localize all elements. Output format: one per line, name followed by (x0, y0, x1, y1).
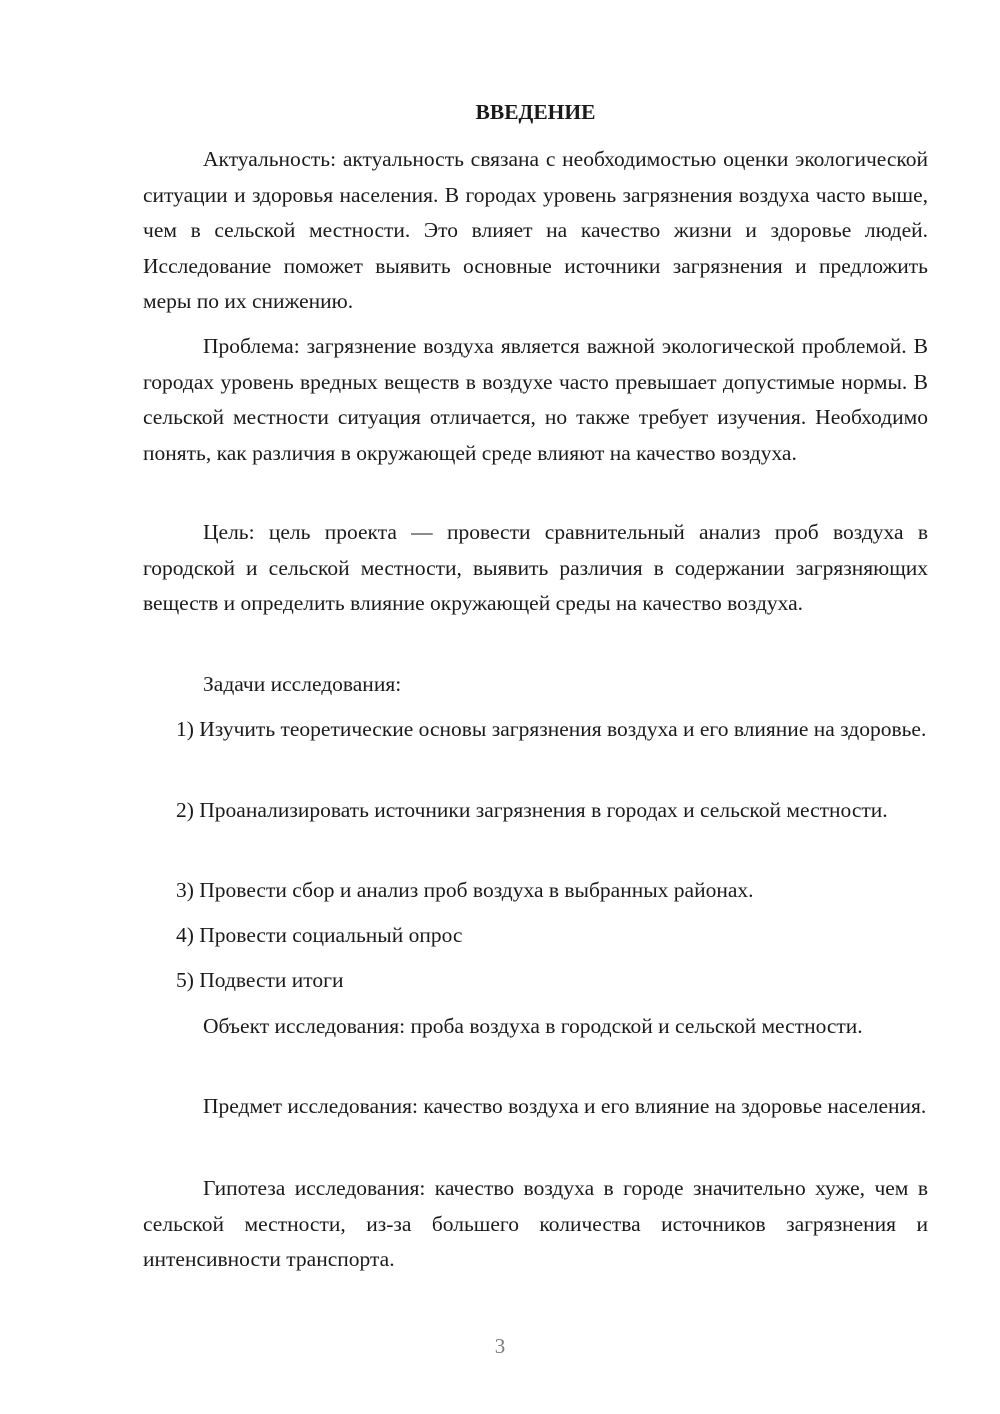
paragraph-subject: Предмет исследования: качество воздуха и его влияние на здоровье населения. (203, 1094, 927, 1118)
paragraph-goal: Цель: цель проекта — провести сравнительный анализ проб воздуха в городской и сельской местности, выявить различия в содержании загрязняющих веществ и определить влияние окружающей среды на качество воздуха. (143, 520, 928, 616)
section-title: ВВЕДЕНИЕ (475, 100, 596, 124)
task-item-5: 5) Подвести итоги (176, 968, 344, 992)
task-item-3: 3) Провести сбор и анализ проб воздуха в выбранных районах. (176, 878, 754, 902)
paragraph-hypothesis: Гипотеза исследования: качество воздуха в городе значительно хуже, чем в сельской местности, из-за большего количества источников загрязнения и интенсивности транспорта. (143, 1176, 928, 1272)
paragraph-object: Объект исследования: проба воздуха в городской и сельской местности. (203, 1014, 863, 1038)
tasks-heading: Задачи исследования: (203, 672, 402, 696)
task-item-4: 4) Провести социальный опрос (176, 923, 463, 947)
paragraph-problem: Проблема: загрязнение воздуха является важной экологической проблемой. В городах уровень вредных веществ в воздухе часто превышает допустимые нормы. В сельской местности ситуация отличается, но также требует изучения. Необходимо понять, как различия в окружающей среде влияют на качество воздуха. (143, 334, 928, 465)
task-item-2: 2) Проанализировать источники загрязнения в городах и сельской местности. (176, 798, 888, 822)
task-item-1: 1) Изучить теоретические основы загрязнения воздуха и его влияние на здоровье. (176, 717, 927, 741)
page-number: 3 (494, 1334, 506, 1358)
paragraph-relevance: Актуальность: актуальность связана с необходимостью оценки экологической ситуации и здоровья населения. В городах уровень загрязнения воздуха часто выше, чем в сельской местности. Это влияет на качество жизни и здоровье людей. Исследование поможет выявить основные источники загрязнения и предложить меры по их снижению. (143, 147, 928, 314)
